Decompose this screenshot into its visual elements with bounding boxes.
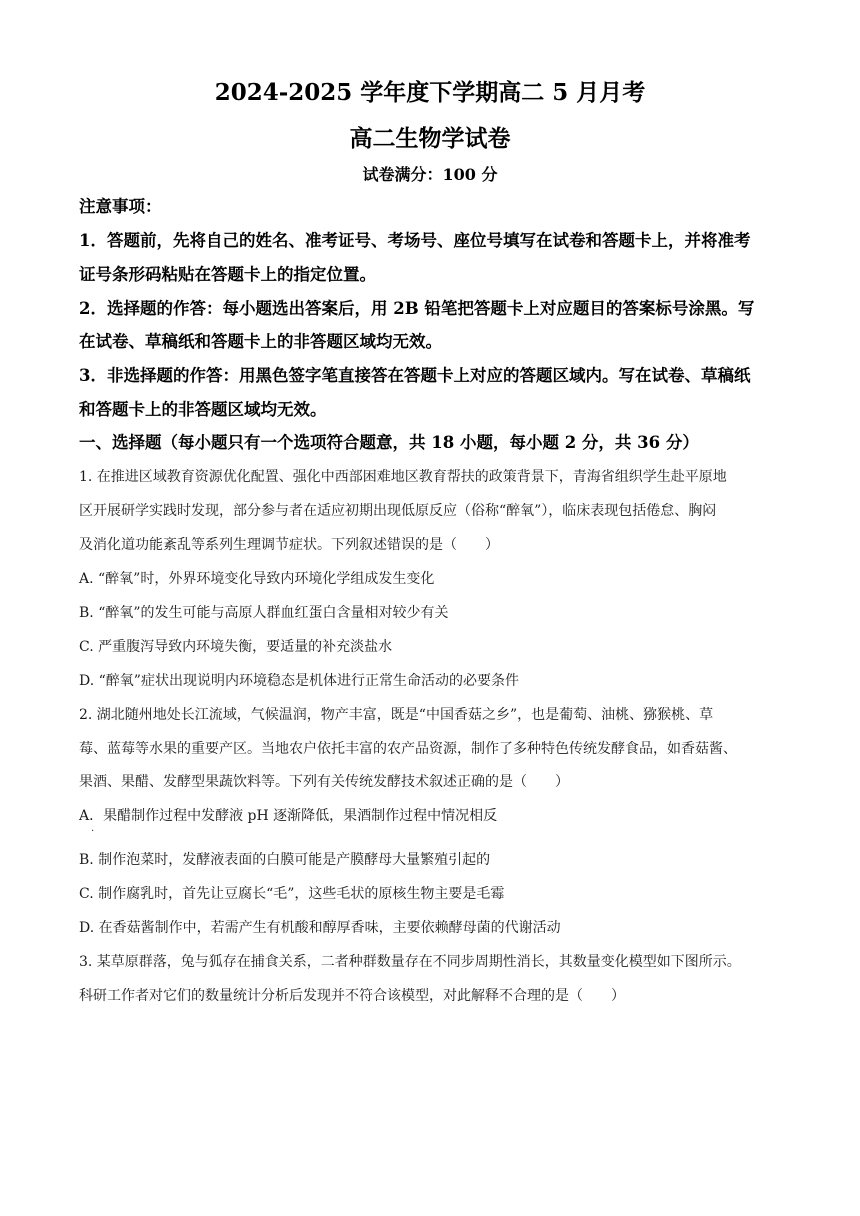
question-1-option-b: B. “醉氧”的发生可能与高原人群血红蛋白含量相对较少有关	[79, 605, 449, 621]
notes-heading: 注意事项：	[79, 197, 162, 216]
question-1-stem: 1. 在推进区域教育资源优化配置、强化中西部困难地区教育帮扶的政策背景下，青海省组织学生赴平原地	[79, 469, 727, 485]
question-2-stem: 2. 湖北随州地处长江流域，气候温润，物产丰富，既是“中国香菇之乡”，也是葡萄、油桃、猕猴桃、草	[79, 707, 714, 723]
notes-line: 在试卷、草稿纸和答题卡上的非答题区域均无效。	[79, 332, 442, 351]
question-1-option-c: C. 严重腹泻导致内环境失衡，要适量的补充淡盐水	[79, 639, 393, 655]
notes-line: 证号条形码粘贴在答题卡上的指定位置。	[79, 265, 376, 284]
exam-subtitle: 高二生物学试卷	[349, 125, 511, 152]
question-3-stem: 科研工作者对它们的数量统计分析后发现并不符合该模型，对此解释不合理的是（ ）	[79, 988, 625, 1004]
question-2-option-d: D. 在香菇酱制作中，若需产生有机酸和醇厚香味，主要依赖酵母菌的代谢活动	[79, 920, 561, 936]
question-2-option-c: C. 制作腐乳时，首先让豆腐长“毛”，这些毛状的原核生物主要是毛霉	[79, 886, 505, 902]
question-2-stem: 果酒、果醋、发酵型果蔬饮料等。下列有关传统发酵技术叙述正确的是（ ）	[79, 774, 569, 790]
question-1-stem: 区开展研学实践时发现，部分参与者在适应初期出现低原反应（俗称“醉氧”），临床表现包括倦怠、胸闷	[79, 503, 717, 519]
exam-score: 试卷满分：100 分	[362, 165, 498, 184]
question-2-stem: 莓、蓝莓等水果的重要产区。当地农户依托丰富的农产品资源，制作了多种特色传统发酵食品，如香菇酱、	[79, 741, 737, 757]
question-2-option-a: A．果醋制作过程中发酵液 pH 逐渐降低，果酒制作过程中情况相反	[79, 808, 498, 824]
exam-title: 2024-2025 学年度下学期高二 5 月月考	[214, 79, 646, 106]
notes-line: 1．答题前，先将自己的姓名、准考证号、考场号、座位号填写在试卷和答题卡上，并将准考	[79, 231, 751, 250]
question-2-option-b: B. 制作泡菜时，发酵液表面的白膜可能是产膜酵母大量繁殖引起的	[79, 852, 491, 868]
section-heading: 一、选择题（每小题只有一个选项符合题意，共 18 小题，每小题 2 分，共 36 分）	[79, 433, 699, 452]
question-1-option-a: A. “醉氧”时，外界环境变化导致内环境化学组成发生变化	[79, 571, 435, 587]
question-3-stem: 3. 某草原群落，兔与狐存在捕食关系，二者种群数量存在不同步周期性消长，其数量变化模型如下图所示。	[79, 954, 741, 970]
question-1-stem: 及消化道功能紊乱等系列生理调节症状。下列叙述错误的是（ ）	[79, 537, 499, 553]
question-1-option-d: D. “醉氧”症状出现说明内环境稳态是机体进行正常生命活动的必要条件	[79, 673, 519, 689]
stray-dot-mark: ·	[91, 826, 95, 837]
notes-line: 和答题卡上的非答题区域均无效。	[79, 400, 327, 419]
notes-line: 2．选择题的作答：每小题选出答案后，用 2B 铅笔把答题卡上对应题目的答案标号涂黑。写	[79, 299, 755, 318]
notes-line: 3．非选择题的作答：用黑色签字笔直接答在答题卡上对应的答题区域内。写在试卷、草稿纸	[79, 366, 751, 385]
